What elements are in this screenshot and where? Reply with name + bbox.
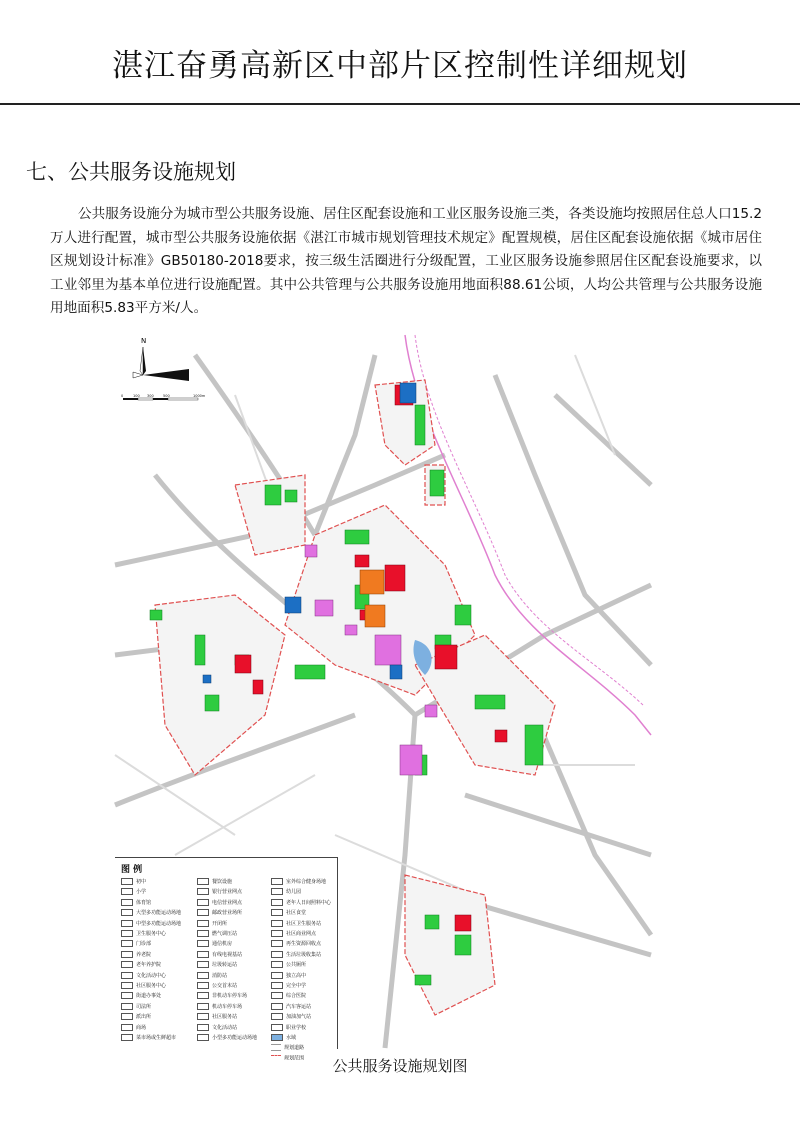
- legend-label: 生活垃圾收集站: [286, 951, 322, 958]
- legend-item: [121, 961, 161, 969]
- legend-item: [197, 1003, 242, 1011]
- legend-label: 司法所: [136, 1003, 152, 1010]
- legend-label: 水域: [286, 1035, 297, 1041]
- legend-item: [271, 909, 306, 917]
- legend-label: 邮政营业场所: [212, 910, 243, 917]
- legend-swatch-icon: [271, 982, 283, 989]
- legend-label: 老年人日间照料中心: [286, 899, 332, 906]
- legend-label: 非机动车停车场: [212, 993, 248, 1000]
- public-service-facility-map: [115, 335, 651, 1062]
- legend-swatch-icon: [121, 1013, 133, 1020]
- legend-swatch-icon: [197, 940, 209, 947]
- north-arrow: [133, 347, 189, 381]
- scale-labels: [121, 394, 206, 398]
- legend-label: 规划道路: [284, 1045, 305, 1052]
- legend-label: 加油加气站: [286, 1014, 312, 1021]
- legend-item: [197, 992, 247, 1000]
- legend-item: [197, 940, 232, 948]
- legend-item: [121, 899, 151, 907]
- legend-swatch-icon: [197, 930, 209, 937]
- legend-swatch-icon: [271, 1044, 281, 1051]
- scale-label-300: 300: [147, 394, 154, 398]
- legend-item: [121, 1013, 151, 1021]
- legend-label: 规划范围: [284, 1055, 305, 1062]
- north-label: N: [141, 337, 147, 345]
- legend-label: 餐饮设施: [212, 879, 233, 885]
- legend-item: [271, 1034, 296, 1042]
- legend-label: 门诊部: [136, 941, 152, 948]
- legend-item: [197, 878, 232, 886]
- legend-item: [121, 930, 166, 938]
- legend-swatch-icon: [197, 961, 209, 968]
- legend-label: 公交首末站: [212, 983, 238, 989]
- legend-label: 小型多功能运动场地: [212, 1035, 258, 1041]
- legend-swatch-icon: [197, 888, 209, 895]
- legend-swatch-icon: [271, 1013, 283, 1020]
- legend-swatch-icon: [271, 888, 283, 895]
- legend-swatch-icon: [121, 878, 133, 885]
- legend-item: [121, 972, 166, 980]
- legend-swatch-icon: [271, 951, 283, 958]
- legend-item: [197, 951, 242, 959]
- legend-label: 小学: [136, 889, 147, 896]
- legend-item: [271, 1013, 311, 1021]
- legend-swatch-icon: [197, 909, 209, 916]
- legend-item: [197, 982, 237, 990]
- section-body: 公共服务设施分为城市型公共服务设施、居住区配套设施和工业区服务设施三类，各类设施均按照居住总人口15.2万人进行配置，城市型公共服务设施依据《湛江市城市规划管理技术规定》配置规模，居住区配套设施依据《城市居住区规划设计标准》GB50180-2018要求，按三级生活圈进行分级配置，工业区服务设施参照居住区配套设施要求，以工业邻里为基本单位进行设施配置。其中公共管理与公共服务设施用地面积88.61公顷，人均公共管理与公共服务设施用地面积5.83平方米/人。: [50, 206, 762, 316]
- legend-label: 综合医院: [286, 993, 307, 1000]
- legend-swatch-icon: [121, 930, 133, 937]
- section-heading: 七、公共服务设施规划: [26, 160, 236, 184]
- legend-item: [197, 920, 227, 928]
- legend-item: [197, 899, 242, 907]
- legend-swatch-icon: [121, 951, 133, 958]
- legend-item: [271, 1044, 304, 1052]
- legend-label: 公共厕所: [286, 962, 307, 969]
- legend-swatch-icon: [121, 1034, 133, 1041]
- legend-item: [271, 940, 321, 948]
- legend-item: [121, 1034, 176, 1042]
- legend-label: 幼儿园: [286, 889, 302, 896]
- legend-label: 中型多功能运动场地: [136, 920, 182, 927]
- legend-title: 图 例: [121, 865, 143, 875]
- map-legend: [115, 857, 338, 1062]
- legend-swatch-icon: [121, 961, 133, 968]
- legend-swatch-icon: [121, 940, 133, 947]
- scale-label-1000: 1000m: [193, 394, 206, 398]
- legend-label: 职业学校: [286, 1024, 307, 1031]
- legend-item: [197, 1013, 237, 1021]
- legend-label: 电信营业网点: [212, 899, 243, 906]
- legend-swatch-icon: [121, 992, 133, 999]
- legend-label: 文化活动站: [212, 1024, 238, 1031]
- legend-label: 有线电视基站: [212, 951, 243, 958]
- legend-swatch-icon: [197, 899, 209, 906]
- legend-label: 机动车停车场: [212, 1003, 243, 1010]
- scale-label-0: 0: [121, 394, 124, 398]
- legend-item: [271, 899, 331, 907]
- legend-item: [271, 1024, 306, 1032]
- legend-swatch-icon: [197, 1003, 209, 1010]
- legend-item: [121, 940, 151, 948]
- legend-label: 社区卫生服务站: [286, 920, 322, 927]
- legend-label: 老年养护院: [136, 962, 162, 969]
- legend-swatch-icon: [271, 909, 283, 916]
- legend-label: 通信机房: [212, 941, 233, 948]
- legend-swatch-icon: [271, 878, 283, 885]
- legend-swatch-icon: [197, 1034, 209, 1041]
- legend-item: [121, 920, 181, 928]
- legend-label: 独立高中: [286, 972, 307, 979]
- scale-bar: [123, 398, 198, 400]
- legend-item: [271, 992, 306, 1000]
- legend-label: 汽车客运站: [286, 1003, 312, 1010]
- legend-item: [271, 982, 306, 990]
- legend-swatch-icon: [197, 951, 209, 958]
- legend-item: [271, 972, 306, 980]
- legend-swatch-icon: [271, 1024, 283, 1031]
- legend-item: [271, 878, 326, 886]
- scale-label-100: 100: [133, 394, 140, 398]
- figure-caption: 公共服务设施规划图: [332, 1057, 468, 1075]
- legend-item: [121, 982, 166, 990]
- legend-item: [271, 930, 316, 938]
- legend-label: 消防站: [212, 972, 228, 979]
- legend-swatch-icon: [121, 1024, 133, 1031]
- legend-swatch-icon: [121, 972, 133, 979]
- legend-item: [121, 909, 181, 917]
- legend-item: [271, 961, 306, 969]
- legend-item: [197, 1034, 257, 1042]
- legend-item: [197, 909, 242, 917]
- legend-label: 社区服务站: [212, 1014, 238, 1021]
- legend-label: 文化活动中心: [136, 972, 167, 979]
- legend-swatch-icon: [271, 1003, 283, 1010]
- legend-label: 体育馆: [136, 899, 152, 906]
- legend-swatch-icon: [197, 878, 209, 885]
- legend-label: 垃圾转运站: [212, 962, 238, 969]
- legend-item: [197, 1024, 237, 1032]
- legend-swatch-icon: [197, 982, 209, 989]
- legend-swatch-icon: [271, 940, 283, 947]
- legend-label: 街道办事处: [136, 993, 162, 1000]
- legend-item: [271, 920, 321, 928]
- legend-label: 再生资源回收点: [286, 941, 322, 948]
- legend-label: 菜市场或生鲜超市: [136, 1035, 177, 1041]
- legend-item: [197, 972, 227, 980]
- legend-swatch-icon: [121, 982, 133, 989]
- legend-swatch-icon: [271, 1034, 283, 1041]
- legend-label: 社区服务中心: [136, 983, 167, 989]
- legend-item: [271, 951, 321, 959]
- legend-item: [121, 888, 146, 896]
- legend-item: [197, 930, 237, 938]
- legend-label: 燃气调压站: [212, 931, 238, 937]
- legend-swatch-icon: [271, 920, 283, 927]
- legend-item: [271, 888, 301, 896]
- legend-label: 完全中学: [286, 983, 307, 989]
- legend-swatch-icon: [121, 1003, 133, 1010]
- legend-label: 商场: [136, 1024, 147, 1031]
- legend-item: [197, 961, 237, 969]
- legend-label: 室外综合健身场地: [286, 879, 327, 885]
- legend-label: 大型多功能运动场地: [136, 910, 182, 917]
- legend-item: [197, 888, 242, 896]
- legend-item: [271, 1003, 311, 1011]
- legend-label: 卫生服务中心: [136, 931, 167, 937]
- legend-item: [121, 992, 161, 1000]
- legend-swatch-icon: [197, 920, 209, 927]
- legend-swatch-icon: [271, 930, 283, 937]
- legend-label: 养老院: [136, 951, 152, 958]
- legend-label: 初中: [136, 879, 147, 885]
- legend-swatch-icon: [121, 888, 133, 895]
- legend-swatch-icon: [271, 899, 283, 906]
- legend-item: [121, 1003, 151, 1011]
- document-title: 湛江奋勇高新区中部片区控制性详细规划: [112, 48, 688, 84]
- legend-swatch-icon: [197, 1013, 209, 1020]
- legend-swatch-icon: [271, 961, 283, 968]
- legend-swatch-icon: [121, 899, 133, 906]
- legend-label: 开闭所: [212, 920, 228, 927]
- legend-label: 社区商业网点: [286, 931, 317, 937]
- legend-item: [121, 951, 151, 959]
- title-divider: [0, 103, 800, 105]
- legend-swatch-icon: [121, 920, 133, 927]
- legend-swatch-icon: [197, 972, 209, 979]
- legend-item: [121, 878, 146, 886]
- legend-label: 银行营业网点: [212, 889, 243, 896]
- legend-swatch-icon: [121, 909, 133, 916]
- legend-swatch-icon: [197, 1024, 209, 1031]
- legend-swatch-icon: [271, 992, 283, 999]
- legend-swatch-icon: [197, 992, 209, 999]
- legend-label: 派出所: [136, 1014, 152, 1021]
- scale-label-500: 500: [163, 394, 170, 398]
- legend-label: 社区食堂: [286, 910, 307, 917]
- legend-item: [121, 1024, 146, 1032]
- legend-swatch-icon: [271, 972, 283, 979]
